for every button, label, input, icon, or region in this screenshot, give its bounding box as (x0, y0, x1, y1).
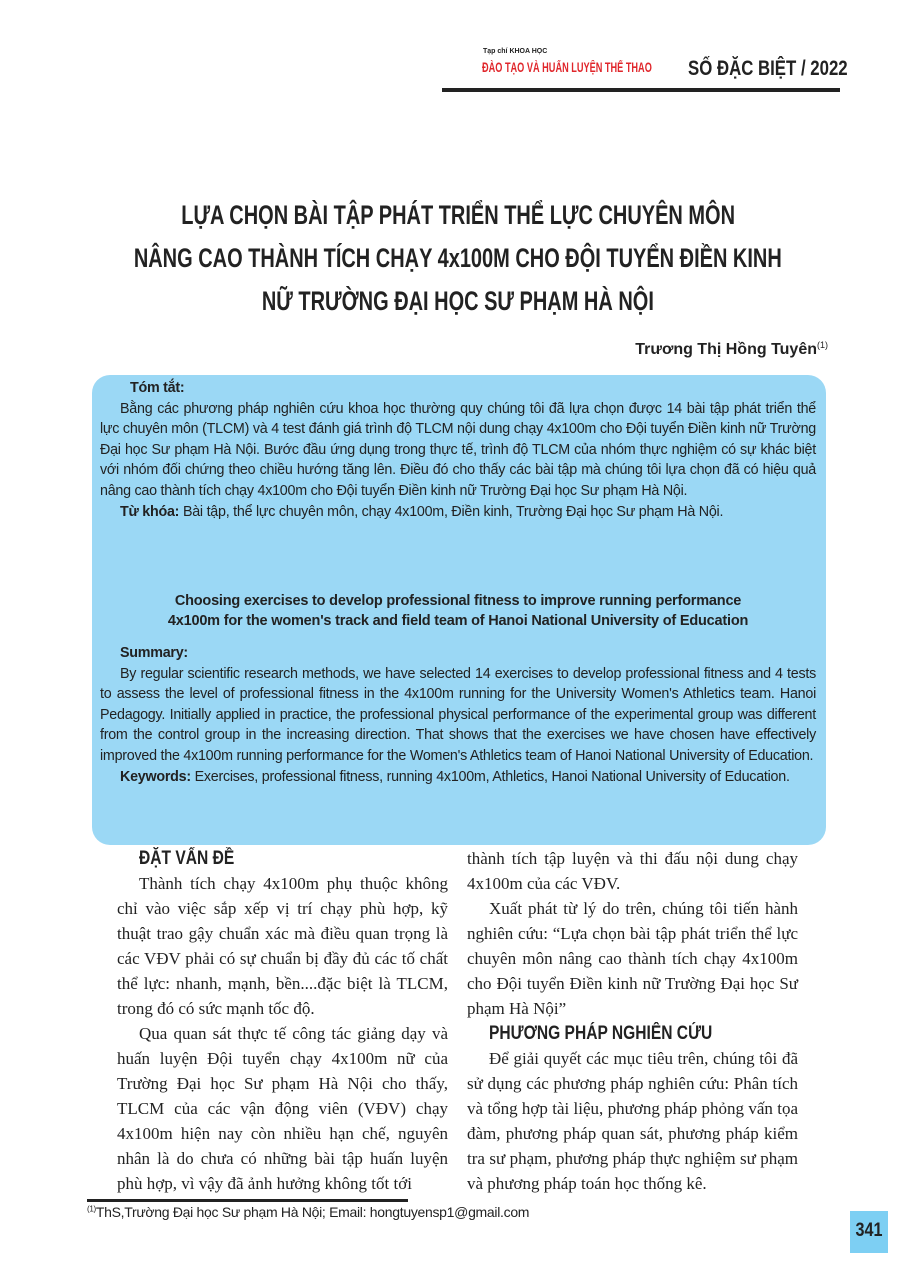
title-text: LỰA CHỌN BÀI TẬP PHÁT TRIỂN THỂ LỰC CHUYÊN MÔN (181, 200, 735, 230)
paragraph: Xuất phát từ lý do trên, chúng tôi tiến hành nghiên cứu: “Lựa chọn bài tập phát triển thể lực chuyên môn nâng cao thành tích chạy 4x100m cho Đội tuyển Điền kinh nữ Trường Đại học Sư phạm Hà Nội” (467, 899, 798, 1018)
keywords-label: Từ khóa: (120, 503, 180, 520)
author-note-mark: (1) (817, 340, 828, 350)
header-rule (442, 88, 840, 92)
abstract-vi (100, 378, 816, 522)
english-title (100, 592, 816, 631)
footnote-mark: (1) (87, 1204, 96, 1214)
title-line-2 (0, 243, 916, 274)
issue-label: SỐ ĐẶC BIỆT / 2022 (688, 57, 848, 80)
left-column (117, 846, 448, 1196)
title-text: NÂNG CAO THÀNH TÍCH CHẠY 4x100M CHO ĐỘI TUYỂN ĐIỀN KINH (134, 243, 782, 273)
paragraph: Qua quan sát thực tế công tác giảng dạy và huấn luyện Đội tuyển chạy 4x100m nữ của Trường Đại học Sư phạm Hà Nội cho thấy, TLCM của các vận động viên (VĐV) chạy 4x100m hiện nay còn nhiều hạn chế, nguyên nhân là do chưa có những bài tập huấn luyện phù hợp, vì vậy đã ảnh hưởng không tốt tới (117, 1024, 448, 1193)
title-text: NỮ TRƯỜNG ĐẠI HỌC SƯ PHẠM HÀ NỘI (261, 286, 654, 316)
title-line-1 (0, 200, 916, 231)
footnote (87, 1204, 529, 1220)
abstract-en-keywords (100, 767, 816, 788)
english-title-line-2: 4x100m for the women's track and field team of Hanoi National University of Education (167, 612, 749, 629)
page-number: 341 (855, 1220, 883, 1241)
keywords-text: Exercises, professional fitness, running 4x100m, Athletics, Hanoi National University of Education. (194, 768, 790, 785)
section-heading: ĐẶT VẤN ĐỀ (139, 848, 235, 869)
section-heading: PHƯƠNG PHÁP NGHIÊN CỨU (489, 1023, 713, 1044)
abstract-vi-keywords (100, 502, 816, 523)
abstract-en-text: By regular scientific research methods, we have selected 14 exercises to develop professional fitness and 4 tests to assess the level of professional fitness in the 4x100m running for the University Women's Athletics team. Hanoi Pedagogy. Initially applied in practice, the professional physical performance of the experimental group was different from the control group in the increasing direction. That shows that the exercises we have chosen have effectively improved the 4x100m running performance for the Women's Athletics team of Hanoi National University of Education. (100, 665, 816, 764)
right-column (467, 846, 798, 1196)
paragraph: Thành tích chạy 4x100m phụ thuộc không chỉ vào việc sắp xếp vị trí chạy phù hợp, kỹ thuật trao gậy chuẩn xác mà điều quan trọng là các VĐV phải có sự chuẩn bị đầy đủ các tố chất thể lực: nhanh, mạnh, bền....đặc biệt là TLCM, trong đó có sức mạnh tốc độ. (117, 874, 448, 1018)
title-line-3 (0, 286, 916, 317)
footnote-rule (87, 1199, 408, 1202)
footnote-text: ThS,Trường Đại học Sư phạm Hà Nội; Email: hongtuyensp1@gmail.com (95, 1204, 530, 1220)
author-name: Trương Thị Hồng Tuyên (635, 341, 817, 358)
keywords-text: Bài tập, thể lực chuyên môn, chạy 4x100m, Điền kinh, Trường Đại học Sư phạm Hà Nội. (182, 503, 724, 520)
abstract-vi-text: Bằng các phương pháp nghiên cứu khoa học thường quy chúng tôi đã lựa chọn được 14 bài tập phát triển thể lực chuyên môn (TLCM) và 4 test đánh giá trình độ TLCM nội dung chạy 4x100m cho Đội tuyển Điền kinh nữ Trường Đại học Sư phạm Hà Nội. Bước đầu ứng dụng trong thực tế, trình độ TLCM của nhóm thực nghiệm có sự khác biệt với nhóm đối chứng theo chiều hướng tăng lên. Điều đó cho thấy các bài tập mà chúng tôi lựa chọn đã có hiệu quả nâng cao thành tích chạy 4x100m cho Đội tuyển Điền kinh nữ Trường Đại học Sư phạm Hà Nội. (100, 400, 816, 499)
abstract-en-label: Summary: (120, 645, 188, 661)
author (635, 340, 828, 359)
journal-name: ĐÀO TẠO VÀ HUẤN LUYỆN THỂ THAO (482, 60, 652, 75)
abstract-vi-label: Tóm tắt: (130, 380, 185, 396)
paragraph: Để giải quyết các mục tiêu trên, chúng tôi đã sử dụng các phương pháp nghiên cứu: Phân tích và tổng hợp tài liệu, phương pháp phỏng vấn tọa đàm, phương pháp quan sát, phương pháp kiểm tra sư phạm, phương pháp thực nghiệm sư phạm và phương pháp toán học thống kê. (467, 1049, 798, 1193)
paragraph: thành tích tập luyện và thi đấu nội dung chạy 4x100m của các VĐV. (467, 849, 798, 893)
abstract-en (100, 643, 816, 787)
journal-prefix: Tạp chí KHOA HỌC (483, 48, 548, 55)
keywords-label: Keywords: (120, 768, 191, 785)
english-title-line-1: Choosing exercises to develop professional fitness to improve running performance (174, 593, 742, 609)
